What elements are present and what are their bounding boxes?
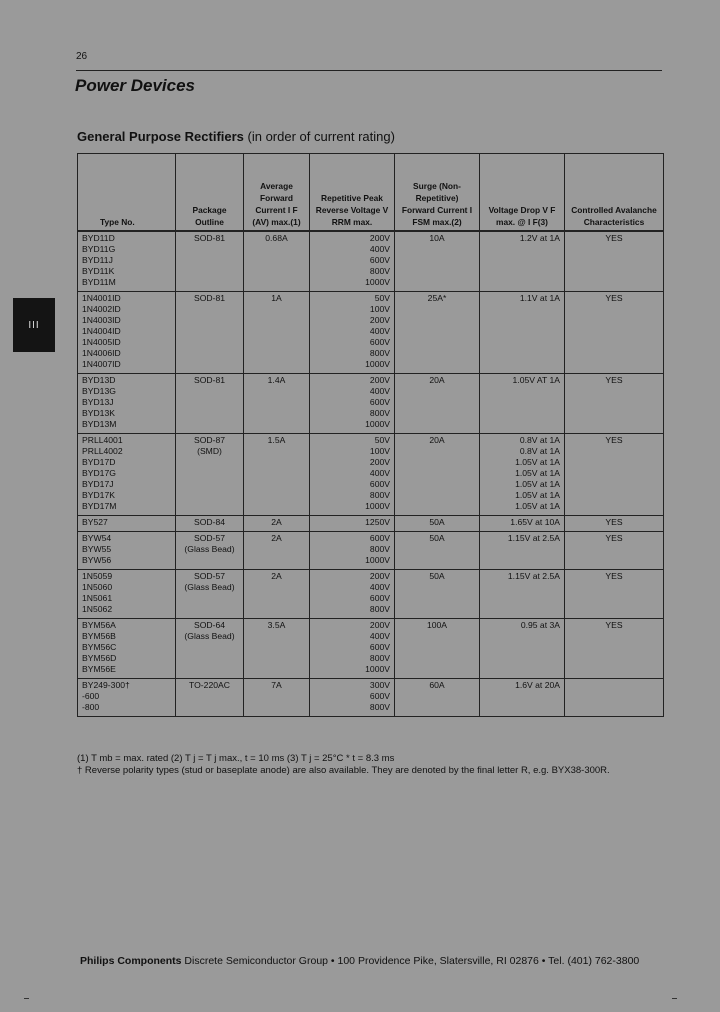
cell-type-line: BYD17G (82, 468, 116, 478)
cell-type-line: BYD13J (82, 397, 114, 407)
cell-type (78, 570, 176, 619)
cell-avalanche: YES (565, 231, 664, 292)
cell-type-line: 1N4004ID (82, 326, 121, 336)
table-row (78, 434, 664, 516)
col-header-ifsm: Surge (Non-Repetitive) Forward Current I FSM max.(2) (395, 154, 480, 232)
cell-vf (480, 231, 565, 292)
cell-vrrm-line: 400V (369, 386, 390, 396)
cell-type-line: 1N5062 (82, 604, 113, 614)
cell-vf-line: 1.65V at 10A (510, 517, 560, 527)
cell-package (176, 292, 244, 374)
cell-type-line: BYD11K (82, 266, 115, 276)
cell-type-line: BYM56E (82, 664, 116, 674)
cell-package (176, 231, 244, 292)
cell-vrrm-line: 400V (369, 468, 390, 478)
cell-type-line: 1N4001ID (82, 293, 121, 303)
cell-type-line: BYD11G (82, 244, 116, 254)
cell-vrrm-line: 1000V (365, 277, 390, 287)
col-header-if-av: Average Forward Current I F (AV) max.(1) (244, 154, 310, 232)
cell-if-av: 1A (244, 292, 310, 374)
cell-vf (480, 516, 565, 532)
cell-vf-line: 1.05V at 1A (515, 490, 560, 500)
top-rule (76, 70, 662, 71)
cell-vrrm (310, 292, 395, 374)
cell-vrrm-line: 100V (369, 304, 390, 314)
cell-vrrm-line: 200V (369, 620, 390, 630)
cell-vrrm-line: 1000V (365, 664, 390, 674)
cell-vrrm-line: 800V (369, 266, 390, 276)
cell-type-line: -800 (82, 702, 100, 712)
cell-type (78, 434, 176, 516)
cell-vrrm (310, 679, 395, 717)
cell-ifsm: 10A (395, 231, 480, 292)
cell-type-line: 1N4005ID (82, 337, 121, 347)
cell-type-line: BYD17M (82, 501, 117, 511)
cell-type-line: BYD13G (82, 386, 116, 396)
cell-type-line: 1N4006ID (82, 348, 121, 358)
cell-vrrm-line: 200V (369, 233, 390, 243)
table-body (78, 231, 664, 717)
cell-vrrm-line: 1000V (365, 555, 390, 565)
cell-type (78, 231, 176, 292)
cell-vf-line: 1.05V at 1A (515, 501, 560, 511)
cell-vf-line: 0.95 at 3A (520, 620, 560, 630)
cell-vrrm-line: 600V (369, 533, 390, 543)
cell-avalanche: YES (565, 532, 664, 570)
cell-type-line: 1N4003ID (82, 315, 121, 325)
page-footer (80, 955, 639, 967)
cell-vrrm-line: 200V (369, 457, 390, 467)
cell-type-line: BYM56D (82, 653, 117, 663)
cell-avalanche: YES (565, 292, 664, 374)
cell-type-line: BYD11J (82, 255, 113, 265)
cell-vrrm-line: 600V (369, 255, 390, 265)
cell-vrrm (310, 570, 395, 619)
cell-vrrm-line: 200V (369, 375, 390, 385)
cell-package-line: SOD-84 (193, 517, 226, 527)
cell-type-line: BYW56 (82, 555, 112, 565)
table-row (78, 679, 664, 717)
cell-ifsm: 60A (395, 679, 480, 717)
cell-type-line: BYD17D (82, 457, 116, 467)
cell-package (176, 532, 244, 570)
cell-vrrm-line: 600V (369, 593, 390, 603)
cell-package-line: SOD-81 (193, 375, 226, 385)
cell-vrrm (310, 374, 395, 434)
table-title (77, 129, 395, 144)
corner-mark-right (672, 998, 677, 999)
cell-vrrm (310, 231, 395, 292)
cell-vf (480, 679, 565, 717)
cell-type-line: BYM56C (82, 642, 117, 652)
cell-vrrm-line: 400V (369, 631, 390, 641)
cell-vrrm-line: 800V (369, 544, 390, 554)
cell-package-line: SOD-81 (193, 293, 226, 303)
cell-package (176, 679, 244, 717)
cell-package-line: SOD-87 (193, 435, 226, 445)
cell-vrrm (310, 619, 395, 679)
cell-if-av: 2A (244, 532, 310, 570)
cell-package-line: SOD-81 (193, 233, 226, 243)
table-row (78, 292, 664, 374)
cell-vrrm-line: 200V (369, 571, 390, 581)
cell-vf-line: 1.05V at 1A (515, 457, 560, 467)
cell-avalanche: YES (565, 434, 664, 516)
cell-type-line: BYD11D (82, 233, 115, 243)
cell-if-av: 1.4A (244, 374, 310, 434)
cell-ifsm: 20A (395, 434, 480, 516)
cell-vf-line: 1.2V at 1A (519, 233, 560, 243)
cell-vrrm-line: 1000V (365, 359, 390, 369)
footer-address: Discrete Semiconductor Group • 100 Providence Pike, Slatersville, RI 02876 • Tel. (401) 762-3800 (181, 955, 640, 967)
footnote-reverse-polarity: † Reverse polarity types (stud or baseplate anode) are also available. They are denoted by the final letter R, e.g. BYX38-300R. (77, 765, 610, 776)
cell-vrrm-line: 200V (369, 315, 390, 325)
table-header-row (78, 154, 664, 232)
cell-type-line: BYD11M (82, 277, 116, 287)
cell-vrrm-line: 600V (369, 691, 390, 701)
cell-vrrm-line: 1250V (365, 517, 390, 527)
cell-type-line: BY249-300† (82, 680, 130, 690)
cell-ifsm: 50A (395, 516, 480, 532)
cell-vrrm-line: 50V (374, 293, 390, 303)
cell-type-line: BYD17J (82, 479, 114, 489)
cell-if-av: 2A (244, 516, 310, 532)
cell-package (176, 619, 244, 679)
table-row (78, 374, 664, 434)
section-title: Power Devices (75, 76, 196, 95)
cell-vrrm (310, 516, 395, 532)
cell-vrrm-line: 400V (369, 244, 390, 254)
cell-type (78, 292, 176, 374)
cell-ifsm: 25A* (395, 292, 480, 374)
cell-vrrm-line: 100V (369, 446, 390, 456)
footnote-conditions: (1) T mb = max. rated (2) T j = T j max., t = 10 ms (3) T j = 25°C * t = 8.3 ms (77, 753, 395, 764)
cell-type-line: 1N4002ID (82, 304, 121, 314)
cell-vf-line: 1.05V at 1A (515, 479, 560, 489)
cell-if-av: 2A (244, 570, 310, 619)
cell-package-line: TO-220AC (189, 680, 230, 690)
cell-avalanche: YES (565, 619, 664, 679)
cell-package-line: SOD-64 (193, 620, 226, 630)
cell-vrrm (310, 434, 395, 516)
cell-type-line: BYD13K (82, 408, 115, 418)
cell-vf-line: 1.15V at 2.5A (507, 533, 560, 543)
cell-ifsm: 50A (395, 570, 480, 619)
cell-vrrm-line: 600V (369, 337, 390, 347)
cell-if-av: 7A (244, 679, 310, 717)
cell-ifsm: 20A (395, 374, 480, 434)
cell-vf (480, 292, 565, 374)
cell-package-line: SOD-57 (193, 533, 226, 543)
cell-type (78, 374, 176, 434)
col-header-vrrm: Repetitive Peak Reverse Voltage V RRM max. (310, 154, 395, 232)
cell-vf-line: 1.6V at 20A (515, 680, 560, 690)
cell-package-line: (Glass Bead) (184, 631, 235, 641)
cell-package (176, 374, 244, 434)
corner-mark-left (24, 998, 29, 999)
table-row (78, 516, 664, 532)
cell-package (176, 570, 244, 619)
cell-vf-line: 1.15V at 2.5A (507, 571, 560, 581)
cell-vrrm-line: 800V (369, 348, 390, 358)
cell-vrrm-line: 800V (369, 702, 390, 712)
cell-type-line: PRLL4001 (82, 435, 123, 445)
cell-vf (480, 570, 565, 619)
cell-vrrm-line: 600V (369, 642, 390, 652)
cell-vf-line: 1.1V at 1A (519, 293, 560, 303)
cell-vrrm-line: 800V (369, 408, 390, 418)
cell-type (78, 532, 176, 570)
cell-vrrm-line: 50V (374, 435, 390, 445)
cell-type-line: PRLL4002 (82, 446, 123, 456)
cell-type-line: BYW55 (82, 544, 112, 554)
cell-vrrm-line: 400V (369, 582, 390, 592)
cell-vf-line: 1.05V at 1A (515, 468, 560, 478)
cell-package-line: (SMD) (197, 446, 222, 456)
cell-vrrm-line: 800V (369, 604, 390, 614)
cell-package-line: (Glass Bead) (184, 544, 235, 554)
cell-vf (480, 434, 565, 516)
table-row (78, 231, 664, 292)
table-row (78, 532, 664, 570)
side-tab-label: III (28, 319, 40, 331)
cell-vrrm-line: 800V (369, 490, 390, 500)
cell-avalanche (565, 679, 664, 717)
cell-vrrm-line: 1000V (365, 419, 390, 429)
cell-vrrm-line: 1000V (365, 501, 390, 511)
cell-type-line: 1N5059 (82, 571, 113, 581)
cell-type-line: -600 (82, 691, 100, 701)
cell-vf (480, 374, 565, 434)
cell-type (78, 679, 176, 717)
cell-vf (480, 532, 565, 570)
col-header-type: Type No. (78, 154, 176, 232)
cell-type-line: 1N5061 (82, 593, 113, 603)
col-header-vf: Voltage Drop V F max. @ I F(3) (480, 154, 565, 232)
cell-avalanche: YES (565, 374, 664, 434)
cell-type-line: 1N5060 (82, 582, 113, 592)
table-row (78, 570, 664, 619)
table-title-rest: (in order of current rating) (243, 129, 395, 144)
table-title-bold: General Purpose Rectifiers (77, 129, 244, 144)
rectifier-table (77, 153, 664, 717)
side-tab (13, 298, 55, 352)
cell-type-line: BYM56B (82, 631, 116, 641)
cell-package (176, 516, 244, 532)
cell-vrrm (310, 532, 395, 570)
cell-avalanche: YES (565, 516, 664, 532)
cell-vrrm-line: 600V (369, 479, 390, 489)
cell-type-line: 1N4007ID (82, 359, 121, 369)
cell-package-line: (Glass Bead) (184, 582, 235, 592)
footer-company: Philips Components (80, 955, 182, 967)
cell-vf (480, 619, 565, 679)
cell-type-line: BYM56A (82, 620, 116, 630)
cell-avalanche: YES (565, 570, 664, 619)
cell-ifsm: 50A (395, 532, 480, 570)
cell-vf-line: 0.8V at 1A (519, 446, 560, 456)
col-header-avalanche: Controlled Avalanche Characteristics (565, 154, 664, 232)
table-row (78, 619, 664, 679)
cell-vrrm-line: 800V (369, 653, 390, 663)
cell-type (78, 516, 176, 532)
cell-vrrm-line: 600V (369, 397, 390, 407)
cell-vrrm-line: 300V (369, 680, 390, 690)
cell-ifsm: 100A (395, 619, 480, 679)
cell-if-av: 3.5A (244, 619, 310, 679)
cell-package-line: SOD-57 (193, 571, 226, 581)
cell-type-line: BYW54 (82, 533, 112, 543)
cell-type-line: BYD17K (82, 490, 115, 500)
cell-type-line: BYD13M (82, 419, 117, 429)
cell-vf-line: 1.05V AT 1A (512, 375, 560, 385)
cell-vrrm-line: 400V (369, 326, 390, 336)
cell-type-line: BY527 (82, 517, 108, 527)
cell-type-line: BYD13D (82, 375, 116, 385)
cell-vf-line: 0.8V at 1A (519, 435, 560, 445)
cell-if-av: 0.68A (244, 231, 310, 292)
page-number: 26 (76, 51, 88, 62)
col-header-package: Package Outline (176, 154, 244, 232)
cell-package (176, 434, 244, 516)
cell-type (78, 619, 176, 679)
cell-if-av: 1.5A (244, 434, 310, 516)
